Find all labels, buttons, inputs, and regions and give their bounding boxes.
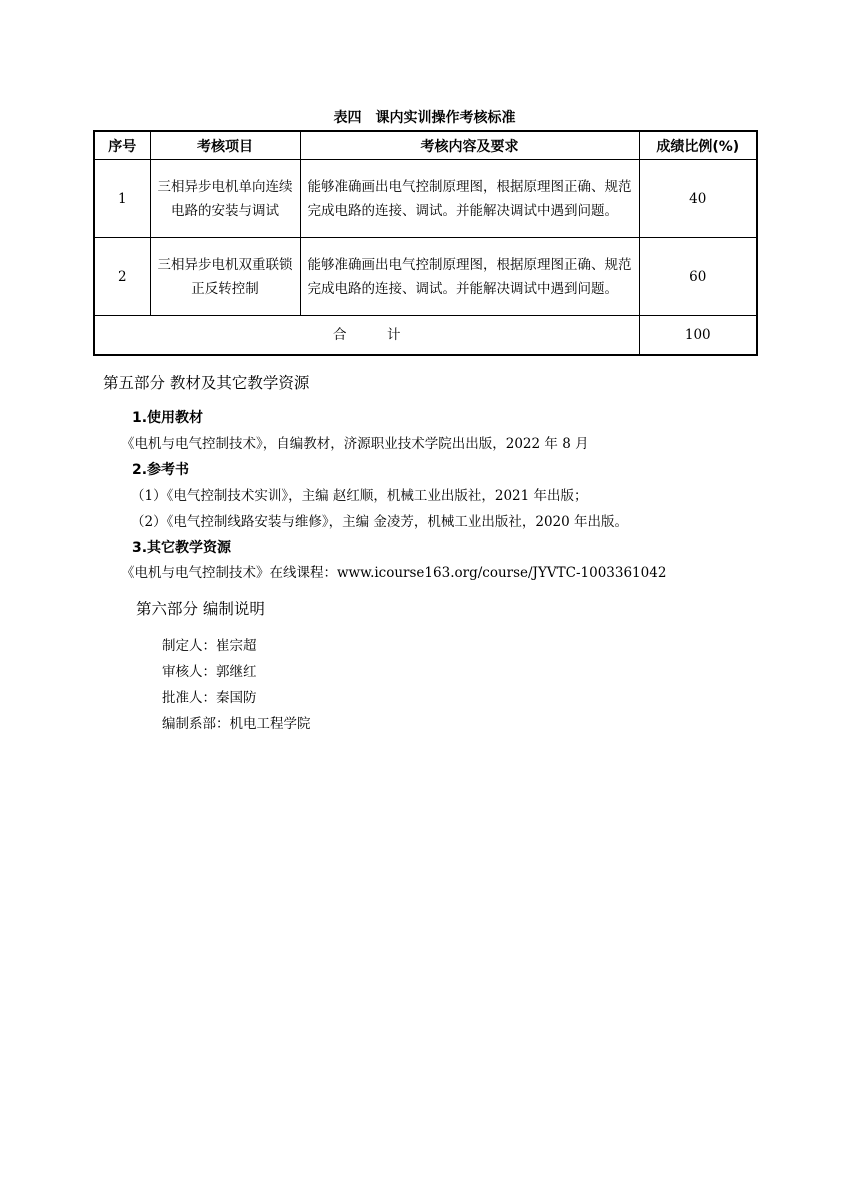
table-title: 表四 课内实训操作考核标准 bbox=[333, 110, 516, 126]
table-row bbox=[94, 160, 757, 238]
cell-content: 能够准确画出电气控制原理图，根据原理图正确、规范完成电路的连接、调试。并能解决调试中遇到问题。 bbox=[300, 160, 639, 238]
grading-table bbox=[93, 130, 758, 356]
cell-item: 三相异步电机单向连续电路的安装与调试 bbox=[150, 160, 300, 238]
table-header-row bbox=[94, 131, 757, 160]
cell-seq: 2 bbox=[94, 238, 150, 316]
header-item: 考核项目 bbox=[150, 131, 300, 160]
cell-content: 能够准确画出电气控制原理图，根据原理图正确、规范完成电路的连接、调试。并能解决调试中遇到问题。 bbox=[300, 238, 639, 316]
cell-item: 三相异步电机双重联锁正反转控制 bbox=[150, 238, 300, 316]
textbook-text: 《电机与电气控制技术》，自编教材，济源职业技术学院出出版，2022 年 8 月 bbox=[121, 436, 589, 452]
part6-title: 第六部分 编制说明 bbox=[136, 600, 265, 618]
reference-item: （2）《电气控制线路安装与维修》，主编 金凌芳，机械工业出版社，2020 年出版。 bbox=[131, 514, 629, 530]
other-resources-heading: 3.其它教学资源 bbox=[132, 540, 232, 556]
reviewer-line: 审核人：郭继红 bbox=[162, 664, 257, 680]
cell-ratio: 60 bbox=[639, 238, 757, 316]
approver-line: 批准人：秦国防 bbox=[162, 690, 257, 706]
header-content: 考核内容及要求 bbox=[300, 131, 639, 160]
cell-ratio: 40 bbox=[639, 160, 757, 238]
part5-title: 第五部分 教材及其它教学资源 bbox=[103, 374, 310, 392]
department-line: 编制系部：机电工程学院 bbox=[162, 716, 311, 732]
other-resources-text: 《电机与电气控制技术》在线课程：www.icourse163.org/course/JYVTC-1003361042 bbox=[121, 565, 667, 581]
header-seq: 序号 bbox=[94, 131, 150, 160]
cell-seq: 1 bbox=[94, 160, 150, 238]
textbook-heading: 1.使用教材 bbox=[132, 410, 204, 426]
reference-item: （1）《电气控制技术实训》，主编 赵红顺，机械工业出版社，2021 年出版； bbox=[131, 488, 588, 504]
total-label: 合 计 bbox=[94, 316, 639, 356]
header-ratio: 成绩比例(%) bbox=[639, 131, 757, 160]
references-heading: 2.参考书 bbox=[132, 462, 190, 478]
compiler-line: 制定人：崔宗超 bbox=[162, 638, 257, 654]
table-total-row bbox=[94, 316, 757, 356]
total-value: 100 bbox=[639, 316, 757, 356]
table-row bbox=[94, 238, 757, 316]
